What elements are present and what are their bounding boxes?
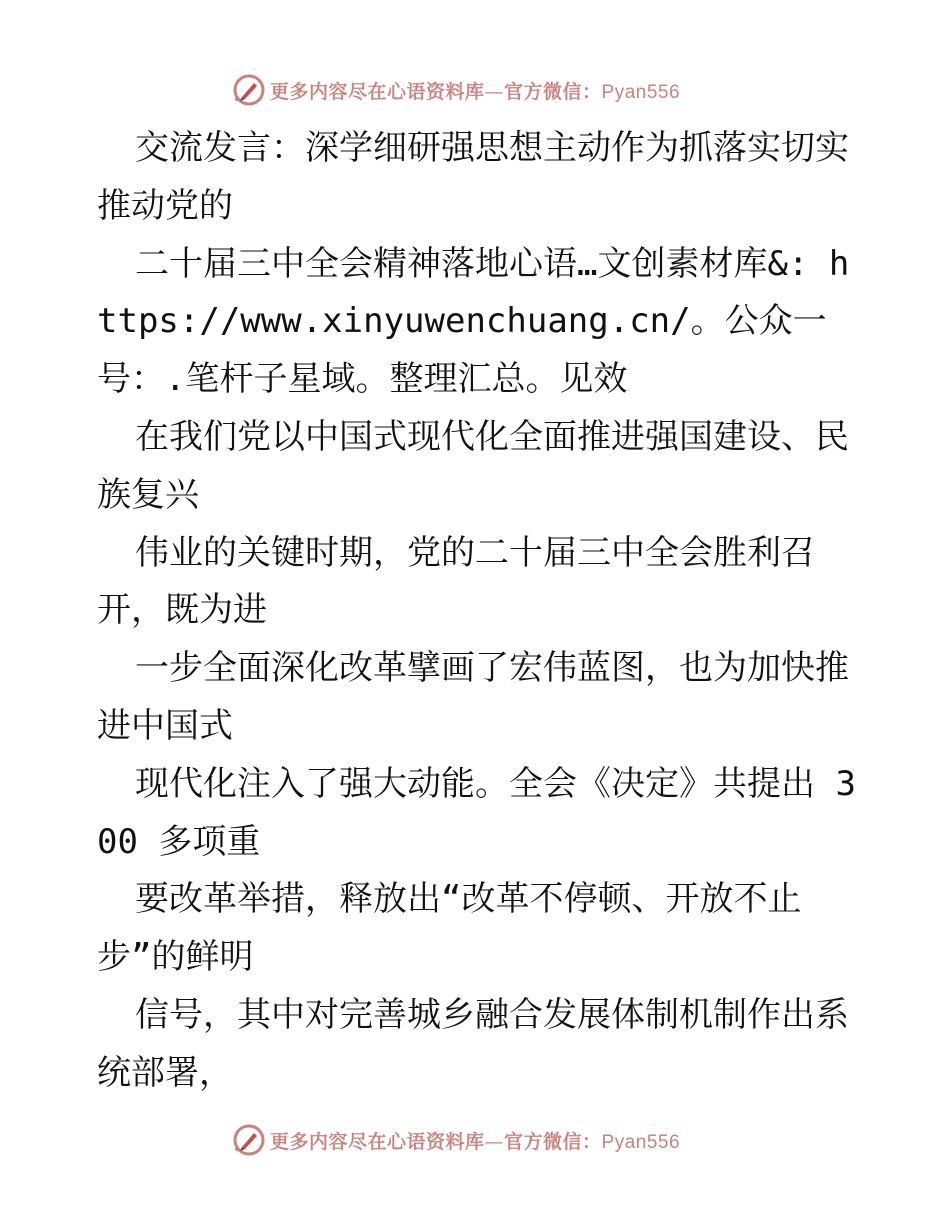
footer-banner-main: 更多内容尽在心语资料库 xyxy=(270,1130,485,1153)
footer-banner xyxy=(232,1120,732,1160)
paragraph-2: 二十届三中全会精神落地心语…文创素材库&: https://www.xinyuwenchuang.cn/。公众一号：.笔杆子星域。整理汇总。见效 xyxy=(97,243,850,400)
footer-banner-separator: — xyxy=(484,1130,505,1153)
paragraph-3: 在我们党以中国式现代化全面推进强国建设、民族复兴 xyxy=(97,416,849,515)
document-body xyxy=(97,120,857,1103)
pen-nib-circle-icon xyxy=(232,1123,266,1157)
header-wechat-id: Pyan556 xyxy=(601,81,681,103)
paragraph-8: 信号，其中对完善城乡融合发展体制机制作出系统部署， xyxy=(97,994,849,1093)
header-wechat-label: 官方微信： xyxy=(504,80,602,103)
pen-nib-circle-icon xyxy=(232,73,266,107)
paragraph-5: 一步全面深化改革擘画了宏伟蓝图，也为加快推进中国式 xyxy=(97,648,849,746)
header-banner-separator: — xyxy=(484,80,505,103)
footer-wechat-label: 官方微信： xyxy=(504,1130,602,1153)
footer-wechat-id: Pyan556 xyxy=(601,1131,681,1153)
paragraph-7: 要改革举措，释放出“改革不停顿、开放不止步”的鲜明 xyxy=(97,879,802,978)
header-banner xyxy=(232,70,732,110)
header-banner-main: 更多内容尽在心语资料库 xyxy=(270,80,485,103)
footer-banner-text xyxy=(270,1127,680,1154)
paragraph-4: 伟业的关键时期，党的二十届三中全会胜利召开，既为进 xyxy=(97,532,815,631)
paragraph-1: 交流发言：深学细研强思想主动作为抓落实切实推动党的 xyxy=(97,128,849,226)
paragraph-6: 现代化注入了强大动能。全会《决定》共提出 300 多项重 xyxy=(97,763,856,862)
header-banner-text xyxy=(270,77,680,104)
